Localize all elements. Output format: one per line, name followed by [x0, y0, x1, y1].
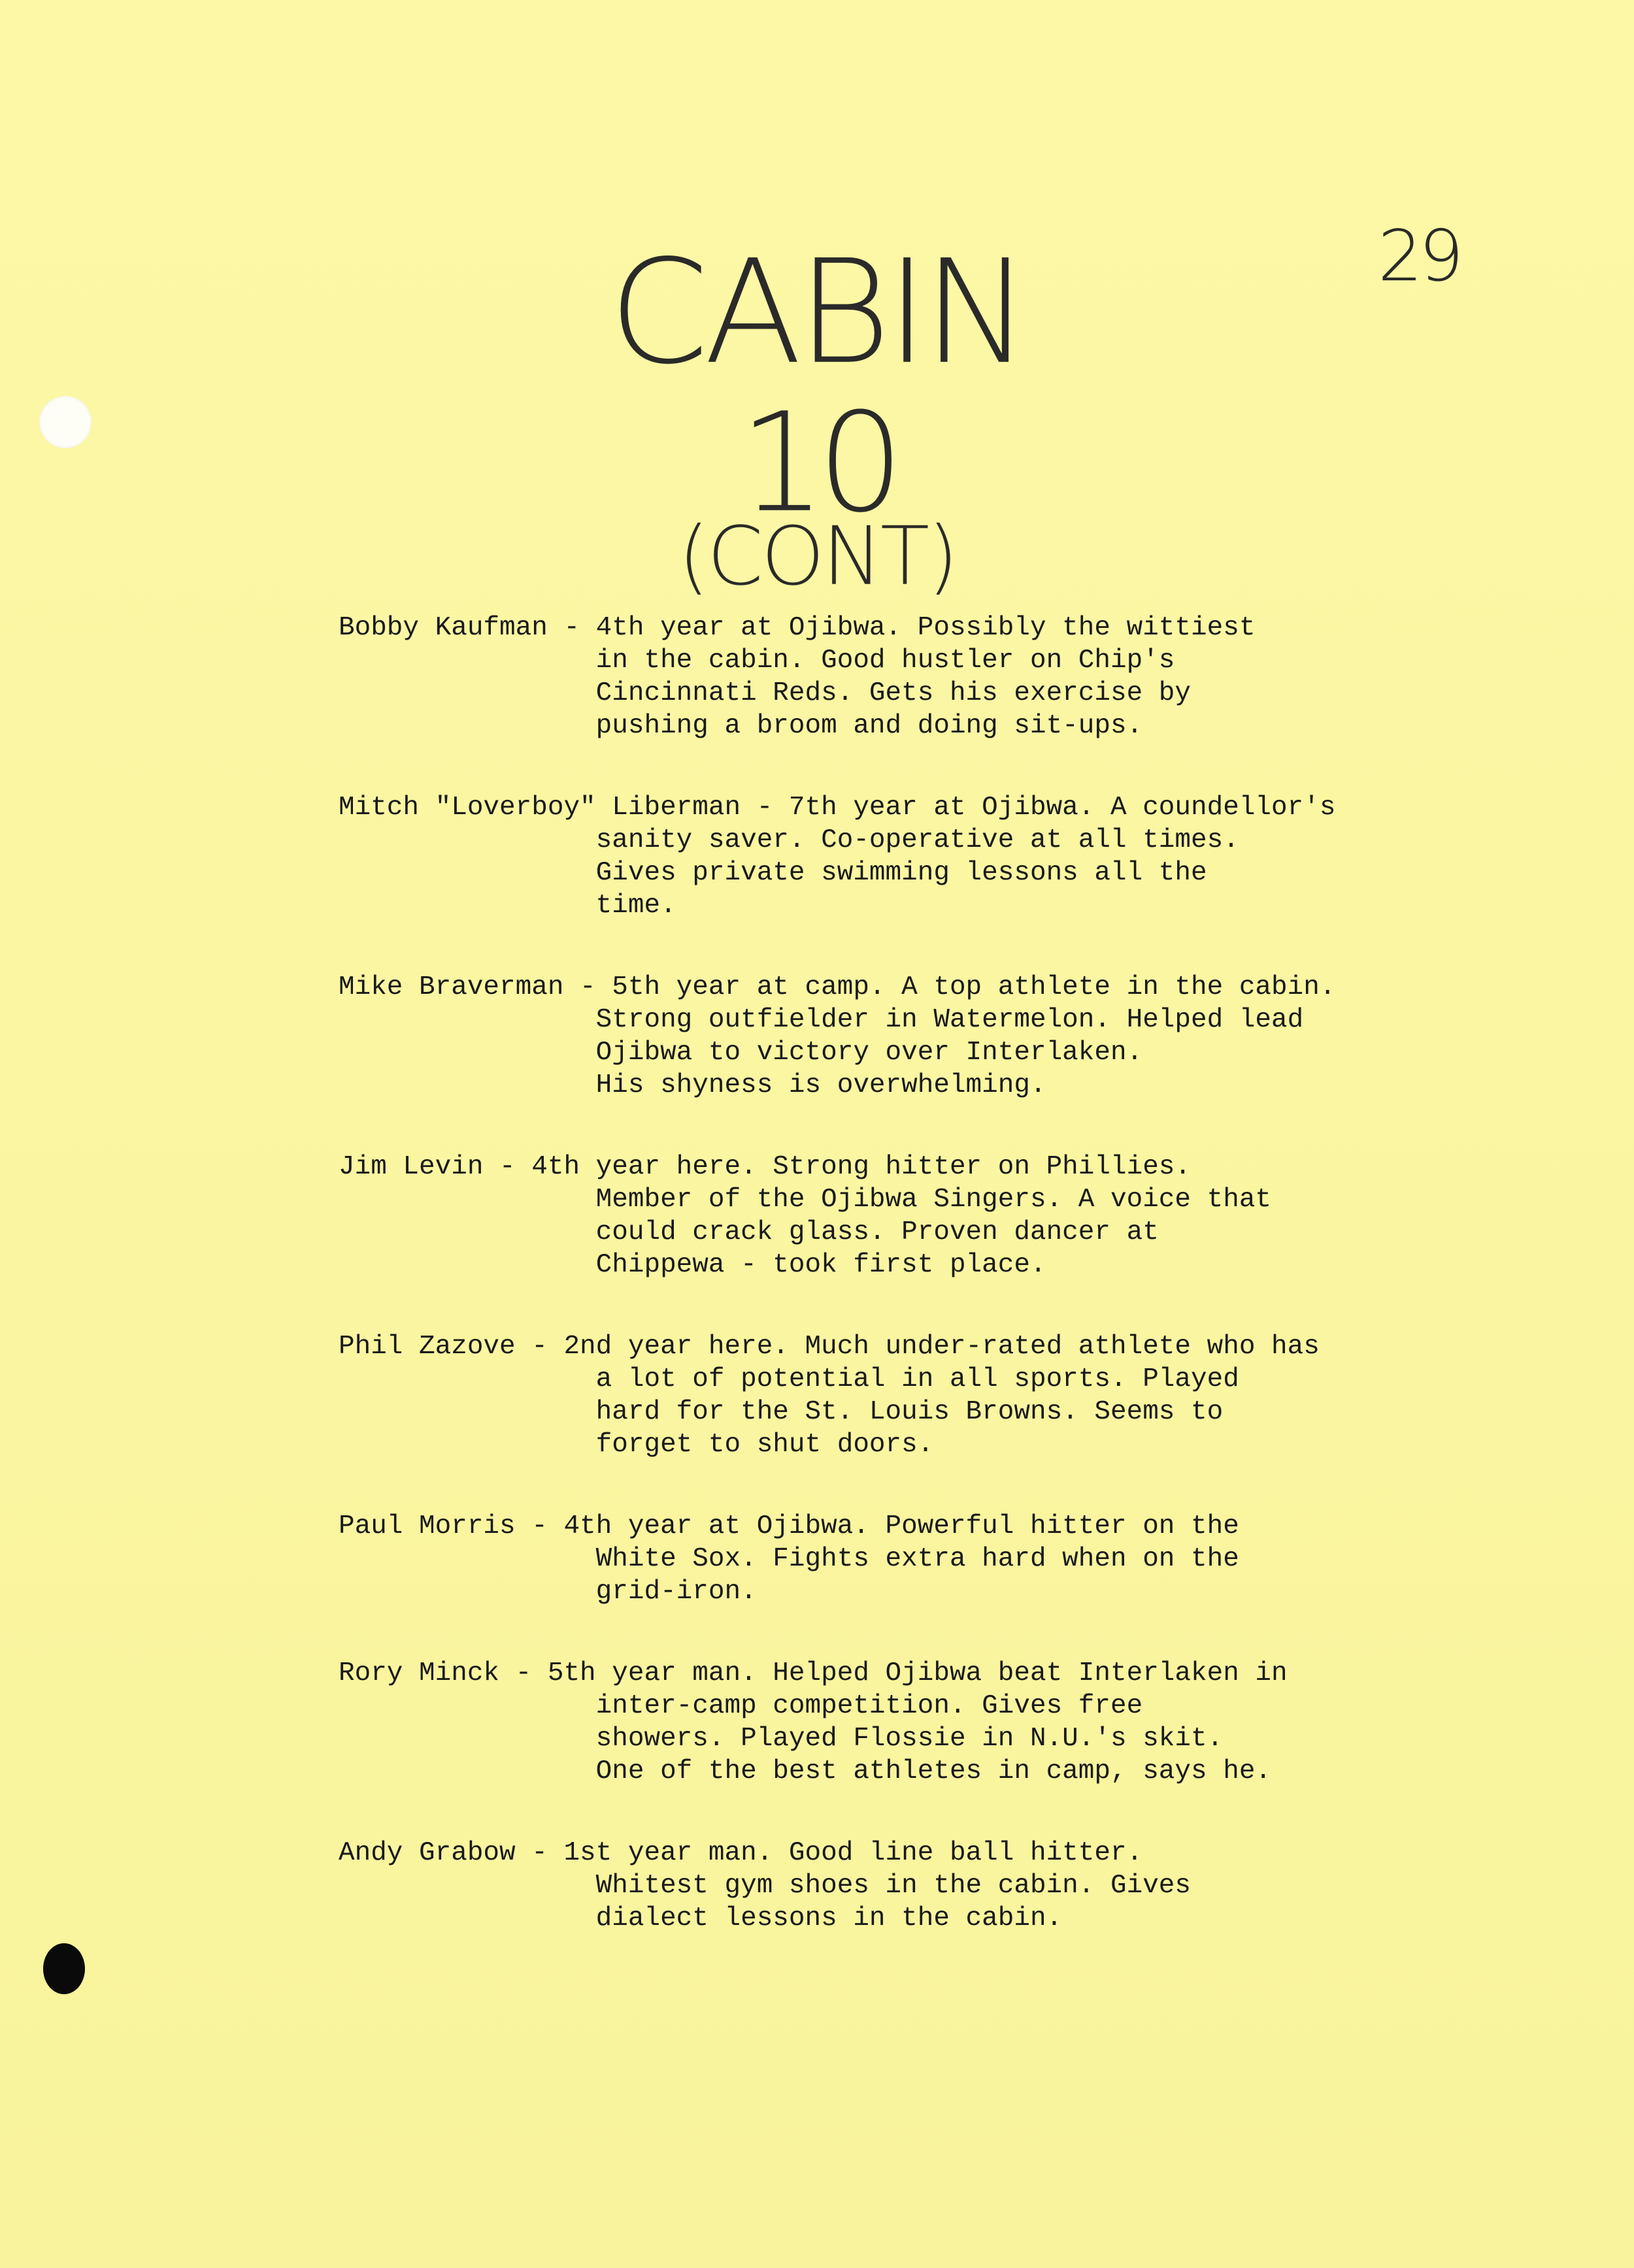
entry-text: Paul Morris - 4th year at Ojibwa. Powerful hitter on the White Sox. Fights extra hard when on the grid-iron.: [339, 1511, 1239, 1607]
camper-entry-phil-zazove: [339, 1330, 1580, 1461]
camper-entry-mitch-liberman: [339, 791, 1580, 922]
binder-hole-bottom: [43, 1943, 85, 1994]
camper-entry-jim-levin: [339, 1151, 1580, 1281]
camper-entry-bobby-kaufman: [339, 612, 1580, 742]
camper-entries: [339, 612, 1580, 1984]
title-continued: (CONT): [678, 510, 956, 604]
camper-entry-mike-braverman: [339, 971, 1580, 1102]
camper-entry-rory-minck: [339, 1657, 1580, 1788]
entry-text: Andy Grabow - 1st year man. Good line ball hitter. Whitest gym shoes in the cabin. Gives dialect lessons in the cabin.: [339, 1838, 1192, 1933]
binder-hole-top: [39, 396, 92, 448]
entry-text: Phil Zazove - 2nd year here. Much under-rated athlete who has a lot of potential in all sports. Played hard for the St. Louis Browns. Seems to forget to shut doors.: [339, 1332, 1320, 1460]
entry-text: Rory Minck - 5th year man. Helped Ojibwa beat Interlaken in inter-camp competition. Gives free showers. Played Flossie in N.U.'s skit. One of the best athletes in camp, says he.: [339, 1658, 1288, 1786]
camper-entry-andy-grabow: [339, 1837, 1580, 1935]
entry-text: Bobby Kaufman - 4th year at Ojibwa. Possibly the wittiest in the cabin. Good hustler on Chip's Cincinnati Reds. Gets his exercise by pushing a broom and doing sit-ups.: [339, 613, 1256, 741]
entry-text: Mike Braverman - 5th year at camp. A top athlete in the cabin. Strong outfielder in Watermelon. Helped lead Ojibwa to victory over Interlaken. His shyness is overwhelming.: [339, 972, 1336, 1100]
page-number: 29: [1378, 216, 1460, 297]
camper-entry-paul-morris: [339, 1510, 1580, 1608]
entry-text: Jim Levin - 4th year here. Strong hitter on Phillies. Member of the Ojibwa Singers. A voice that could crack glass. Proven dancer at Chippewa - took first place.: [339, 1152, 1272, 1280]
title-cabin-number: 10: [739, 383, 895, 543]
title-cabin: CABIN: [609, 229, 1025, 396]
entry-text: Mitch "Loverboy" Liberman - 7th year at Ojibwa. A coundellor's sanity saver. Co-operative at all times. Gives private swimming lessons all the time.: [339, 793, 1336, 921]
